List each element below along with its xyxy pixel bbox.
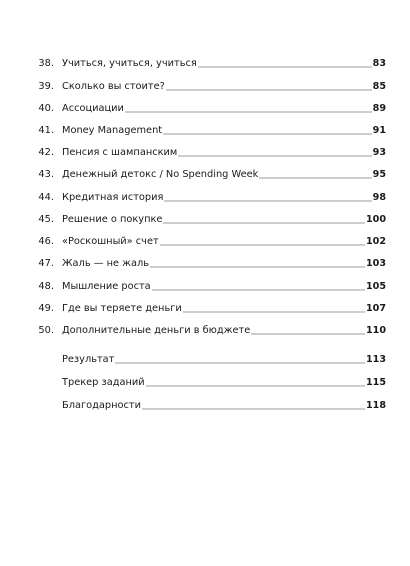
chapter-title: Money Management bbox=[62, 125, 163, 136]
chapter-number: 46. bbox=[38, 236, 54, 247]
dot-leader bbox=[142, 408, 365, 410]
section-title: Трекер заданий bbox=[62, 377, 145, 388]
dot-leader bbox=[150, 266, 365, 268]
toc-entry-41[interactable] bbox=[0, 121, 386, 137]
toc-entry-48[interactable] bbox=[0, 277, 386, 293]
page-number: 93 bbox=[372, 147, 386, 158]
page-number: 105 bbox=[365, 281, 386, 292]
chapter-number: 43. bbox=[38, 169, 54, 180]
dot-leader bbox=[160, 244, 365, 246]
section-title: Результат bbox=[62, 354, 115, 365]
section-title: Благодарности bbox=[62, 400, 141, 411]
chapter-number: 41. bbox=[38, 125, 54, 136]
toc-entry-44[interactable] bbox=[0, 188, 386, 204]
chapter-title: Денежный детокс / No Spending Week bbox=[62, 169, 259, 180]
dot-leader bbox=[166, 89, 372, 91]
dot-leader bbox=[164, 200, 371, 202]
chapter-title: Решение о покупке bbox=[62, 214, 163, 225]
dot-leader bbox=[146, 385, 365, 387]
chapter-title: Жаль — не жаль bbox=[62, 258, 150, 269]
chapter-number: 38. bbox=[38, 58, 54, 69]
chapter-number: 42. bbox=[38, 147, 54, 158]
page-number: 91 bbox=[372, 125, 386, 136]
chapter-number: 40. bbox=[38, 103, 54, 114]
page-number: 102 bbox=[365, 236, 386, 247]
page-number: 100 bbox=[365, 214, 386, 225]
toc-entry-47[interactable] bbox=[0, 254, 386, 270]
page-number: 118 bbox=[365, 400, 386, 411]
page-number: 98 bbox=[372, 192, 386, 203]
page-number: 107 bbox=[365, 303, 386, 314]
toc-entry-39[interactable] bbox=[0, 77, 386, 93]
chapter-title: Дополнительные деньги в бюджете bbox=[62, 325, 251, 336]
toc-entry-task-tracker[interactable] bbox=[0, 373, 386, 389]
dot-leader bbox=[259, 177, 371, 179]
dot-leader bbox=[163, 133, 372, 135]
toc-entry-49[interactable] bbox=[0, 299, 386, 315]
page-number: 95 bbox=[372, 169, 386, 180]
chapter-number: 50. bbox=[38, 325, 54, 336]
chapter-number: 39. bbox=[38, 81, 54, 92]
toc-entry-42[interactable] bbox=[0, 143, 386, 159]
chapter-title: Кредитная история bbox=[62, 192, 164, 203]
toc-entry-acknowledgements[interactable] bbox=[0, 396, 386, 412]
chapter-title: Учиться, учиться, учиться bbox=[62, 58, 197, 69]
page-number: 115 bbox=[365, 377, 386, 388]
page-number: 110 bbox=[365, 325, 386, 336]
dot-leader bbox=[152, 289, 365, 291]
toc-entry-results[interactable] bbox=[0, 350, 386, 366]
toc-entry-46[interactable] bbox=[0, 232, 386, 248]
chapter-title: Мышление роста bbox=[62, 281, 151, 292]
chapter-number: 45. bbox=[38, 214, 54, 225]
chapter-number: 48. bbox=[38, 281, 54, 292]
chapter-title: Ассоциации bbox=[62, 103, 124, 114]
page-number: 103 bbox=[365, 258, 386, 269]
chapter-title: Где вы теряете деньги bbox=[62, 303, 182, 314]
dot-leader bbox=[183, 311, 365, 313]
chapter-number: 44. bbox=[38, 192, 54, 203]
toc-entry-40[interactable] bbox=[0, 99, 386, 115]
chapter-title: Пенсия с шампанским bbox=[62, 147, 178, 158]
page-number: 83 bbox=[372, 58, 386, 69]
chapter-number: 49. bbox=[38, 303, 54, 314]
chapter-number: 47. bbox=[38, 258, 54, 269]
chapter-title: «Роскошный» счет bbox=[62, 236, 159, 247]
toc-entry-45[interactable] bbox=[0, 210, 386, 226]
dot-leader bbox=[125, 111, 372, 113]
dot-leader bbox=[115, 362, 365, 364]
dot-leader bbox=[163, 222, 365, 224]
toc-entry-50[interactable] bbox=[0, 321, 386, 337]
page-number: 113 bbox=[365, 354, 386, 365]
page-number: 85 bbox=[372, 81, 386, 92]
toc-entry-38[interactable] bbox=[0, 54, 386, 70]
page-number: 89 bbox=[372, 103, 386, 114]
dot-leader bbox=[251, 333, 365, 335]
toc-entry-43[interactable] bbox=[0, 165, 386, 181]
dot-leader bbox=[178, 155, 371, 157]
dot-leader bbox=[198, 66, 372, 68]
chapter-title: Сколько вы стоите? bbox=[62, 81, 165, 92]
